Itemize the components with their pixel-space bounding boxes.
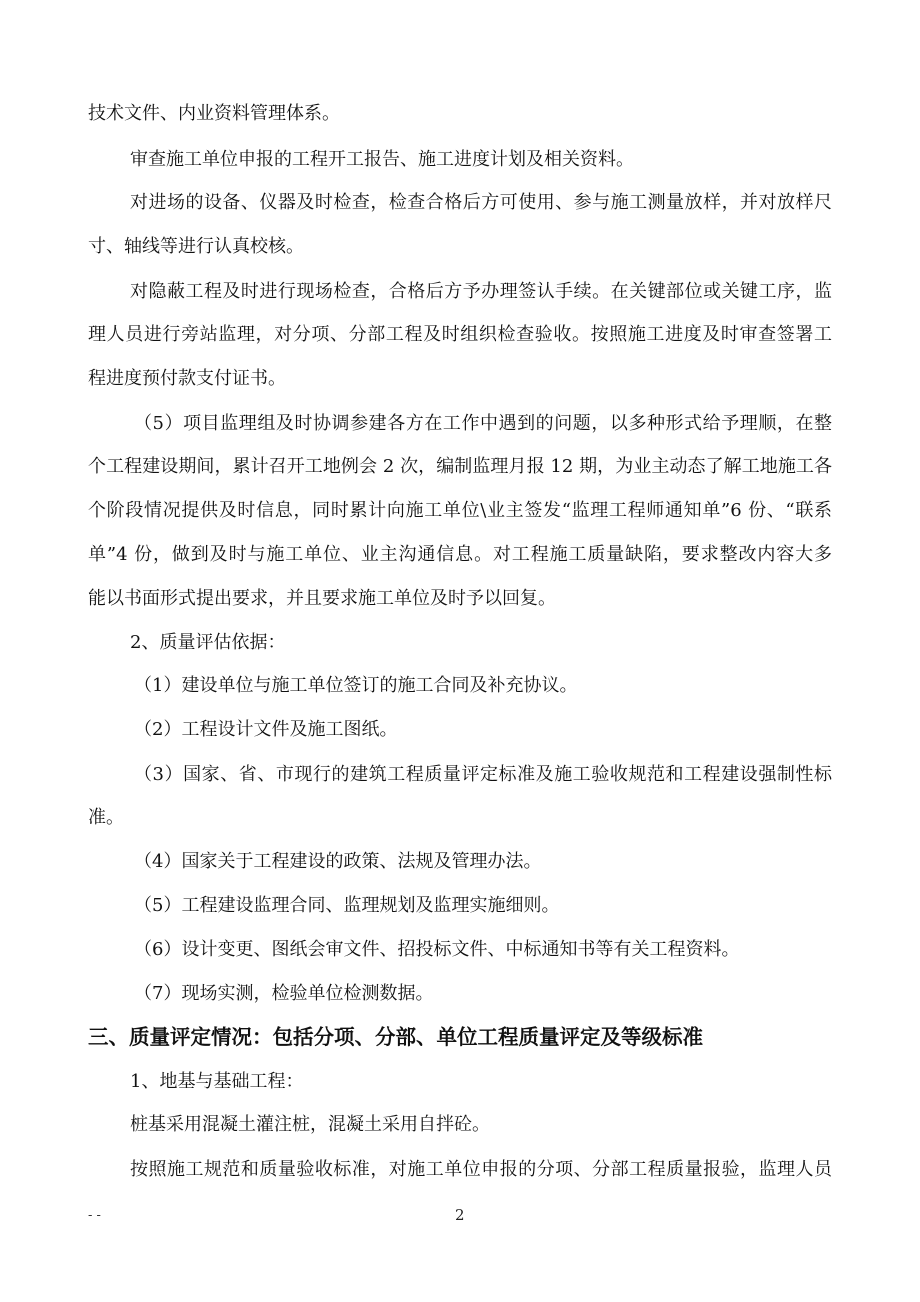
list-item: （4）国家关于工程建设的政策、法规及管理办法。 bbox=[134, 851, 542, 872]
paragraph-line: 理人员进行旁站监理，对分项、分部工程及时组织检查验收。按照施工进度及时审查签署工 bbox=[88, 324, 832, 345]
list-item: （6）设计变更、图纸会审文件、招投标文件、中标通知书等有关工程资料。 bbox=[134, 939, 740, 960]
subsection-label: 1、地基与基础工程： bbox=[130, 1071, 304, 1092]
footer-mark: - - bbox=[88, 1208, 101, 1223]
list-item: （2）工程设计文件及施工图纸。 bbox=[134, 719, 398, 740]
list-item: （1）建设单位与施工单位签订的施工合同及补充协议。 bbox=[134, 675, 578, 696]
paragraph-line: 桩基采用混凝土灌注桩，混凝土采用自拌砼。 bbox=[130, 1114, 490, 1135]
list-item-continuation: 准。 bbox=[88, 807, 124, 828]
paragraph-line: 能以书面形式提出要求，并且要求施工单位及时予以回复。 bbox=[88, 588, 556, 609]
section-heading: 三、质量评定情况：包括分项、分部、单位工程质量评定及等级标准 bbox=[88, 1025, 703, 1049]
paragraph-line: 按照施工规范和质量验收标准，对施工单位申报的分项、分部工程质量报验，监理人员 bbox=[130, 1159, 832, 1180]
paragraph-line: （5）项目监理组及时协调参建各方在工作中遇到的问题，以多种形式给予理顺，在整 bbox=[134, 413, 832, 434]
paragraph-line: 个阶段情况提供及时信息，同时累计向施工单位\业主签发“监理工程师通知单”6 份、“联系 bbox=[88, 500, 832, 521]
list-item: （3）国家、省、市现行的建筑工程质量评定标准及施工验收规范和工程建设强制性标 bbox=[134, 764, 832, 785]
section-label: 2、质量评估依据： bbox=[130, 632, 286, 653]
paragraph-line: 技术文件、内业资料管理体系。 bbox=[88, 103, 340, 124]
paragraph-line: 个工程建设期间，累计召开工地例会 2 次，编制监理月报 12 期，为业主动态了解工地施工各 bbox=[88, 456, 832, 477]
paragraph-line: 寸、轴线等进行认真校核。 bbox=[88, 236, 304, 257]
paragraph-line: 单”4 份，做到及时与施工单位、业主沟通信息。对工程施工质量缺陷，要求整改内容大多 bbox=[88, 544, 832, 565]
list-item: （5）工程建设监理合同、监理规划及监理实施细则。 bbox=[134, 895, 560, 916]
list-item: （7）现场实测，检验单位检测数据。 bbox=[134, 983, 434, 1004]
paragraph-line: 对隐蔽工程及时进行现场检查，合格后方予办理签认手续。在关键部位或关键工序，监 bbox=[130, 281, 832, 302]
paragraph-line: 程进度预付款支付证书。 bbox=[88, 368, 286, 389]
paragraph-line: 审查施工单位申报的工程开工报告、施工进度计划及相关资料。 bbox=[130, 149, 634, 170]
paragraph-line: 对进场的设备、仪器及时检查，检查合格后方可使用、参与施工测量放样，并对放样尺 bbox=[130, 192, 832, 213]
page-number: 2 bbox=[455, 1206, 465, 1224]
